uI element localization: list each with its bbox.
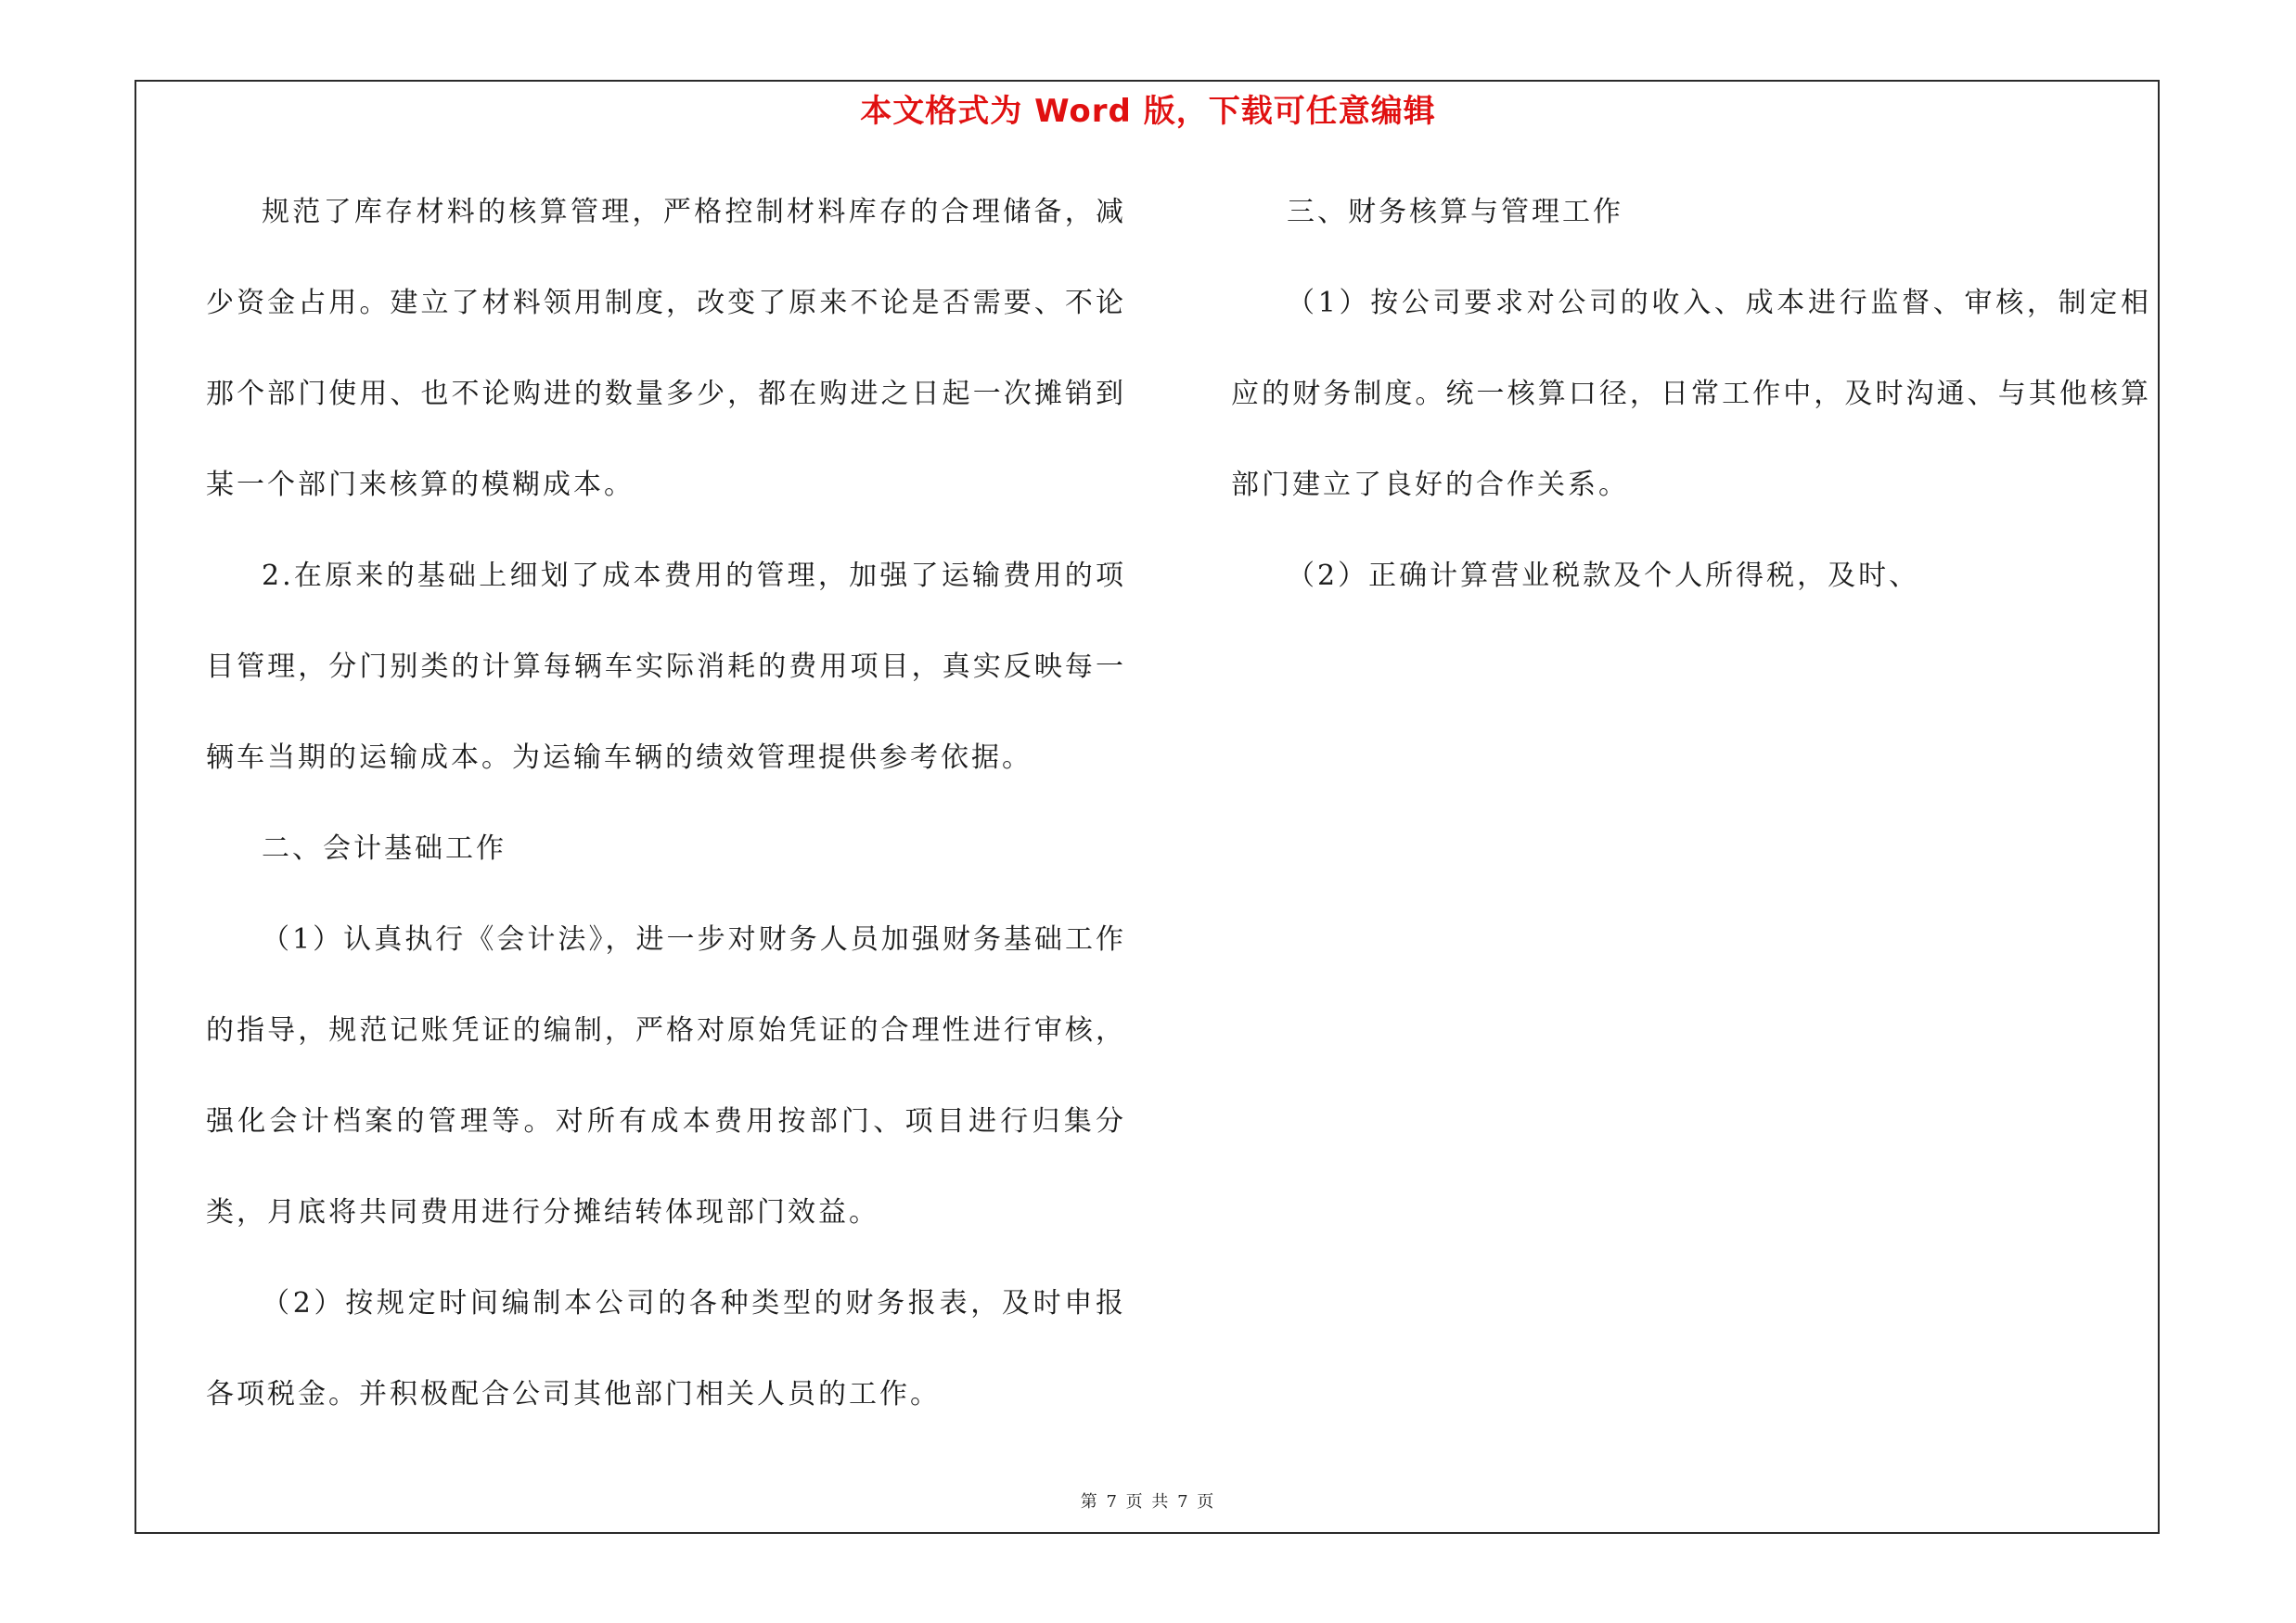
heading-financial-accounting: 三、财务核算与管理工作 <box>1287 196 1623 228</box>
paragraph-accounting-law: （1）认真执行《会计法》，进一步对财务人员加强财务基础工作的指导，规范记账凭证的编制，严格对原始凭证的合理性进行审核，强化会计档案的管理等。对所有成本费用按部门、项目进行归集分类，月底将共同费用进行分摊结转体现部门效益。 <box>206 923 1126 1229</box>
right-text-column <box>1231 167 2151 622</box>
paragraph-income-cost-supervision: （1）按公司要求对公司的收入、成本进行监督、审核，制定相应的财务制度。统一核算口径，日常工作中，及时沟通、与其他核算部门建立了良好的合作关系。 <box>1231 287 2151 501</box>
paragraph-cost-management: 2.在原来的基础上细划了成本费用的管理，加强了运输费用的项目管理，分门别类的计算每辆车实际消耗的费用项目，真实反映每一辆车当期的运输成本。为运输车辆的绩效管理提供参考依据。 <box>206 560 1126 774</box>
word-format-banner: 本文格式为 Word 版，下载可任意编辑 <box>860 93 1436 130</box>
paragraph-inventory-management: 规范了库存材料的核算管理，严格控制材料库存的合理储备，减少资金占用。建立了材料领用制度，改变了原来不论是否需要、不论那个部门使用、也不论购进的数量多少，都在购进之日起一次摊销到某一个部门来核算的模糊成本。 <box>206 196 1126 501</box>
heading-accounting-basics: 二、会计基础工作 <box>262 832 507 865</box>
paragraph-financial-reports: （2）按规定时间编制本公司的各种类型的财务报表，及时申报各项税金。并积极配合公司其他部门相关人员的工作。 <box>206 1287 1126 1410</box>
paragraph-tax-calculation: （2）正确计算营业税款及个人所得税，及时、 <box>1287 560 1920 592</box>
left-text-column <box>206 167 1126 1440</box>
page-number: 第 7 页 共 7 页 <box>1080 1492 1216 1512</box>
